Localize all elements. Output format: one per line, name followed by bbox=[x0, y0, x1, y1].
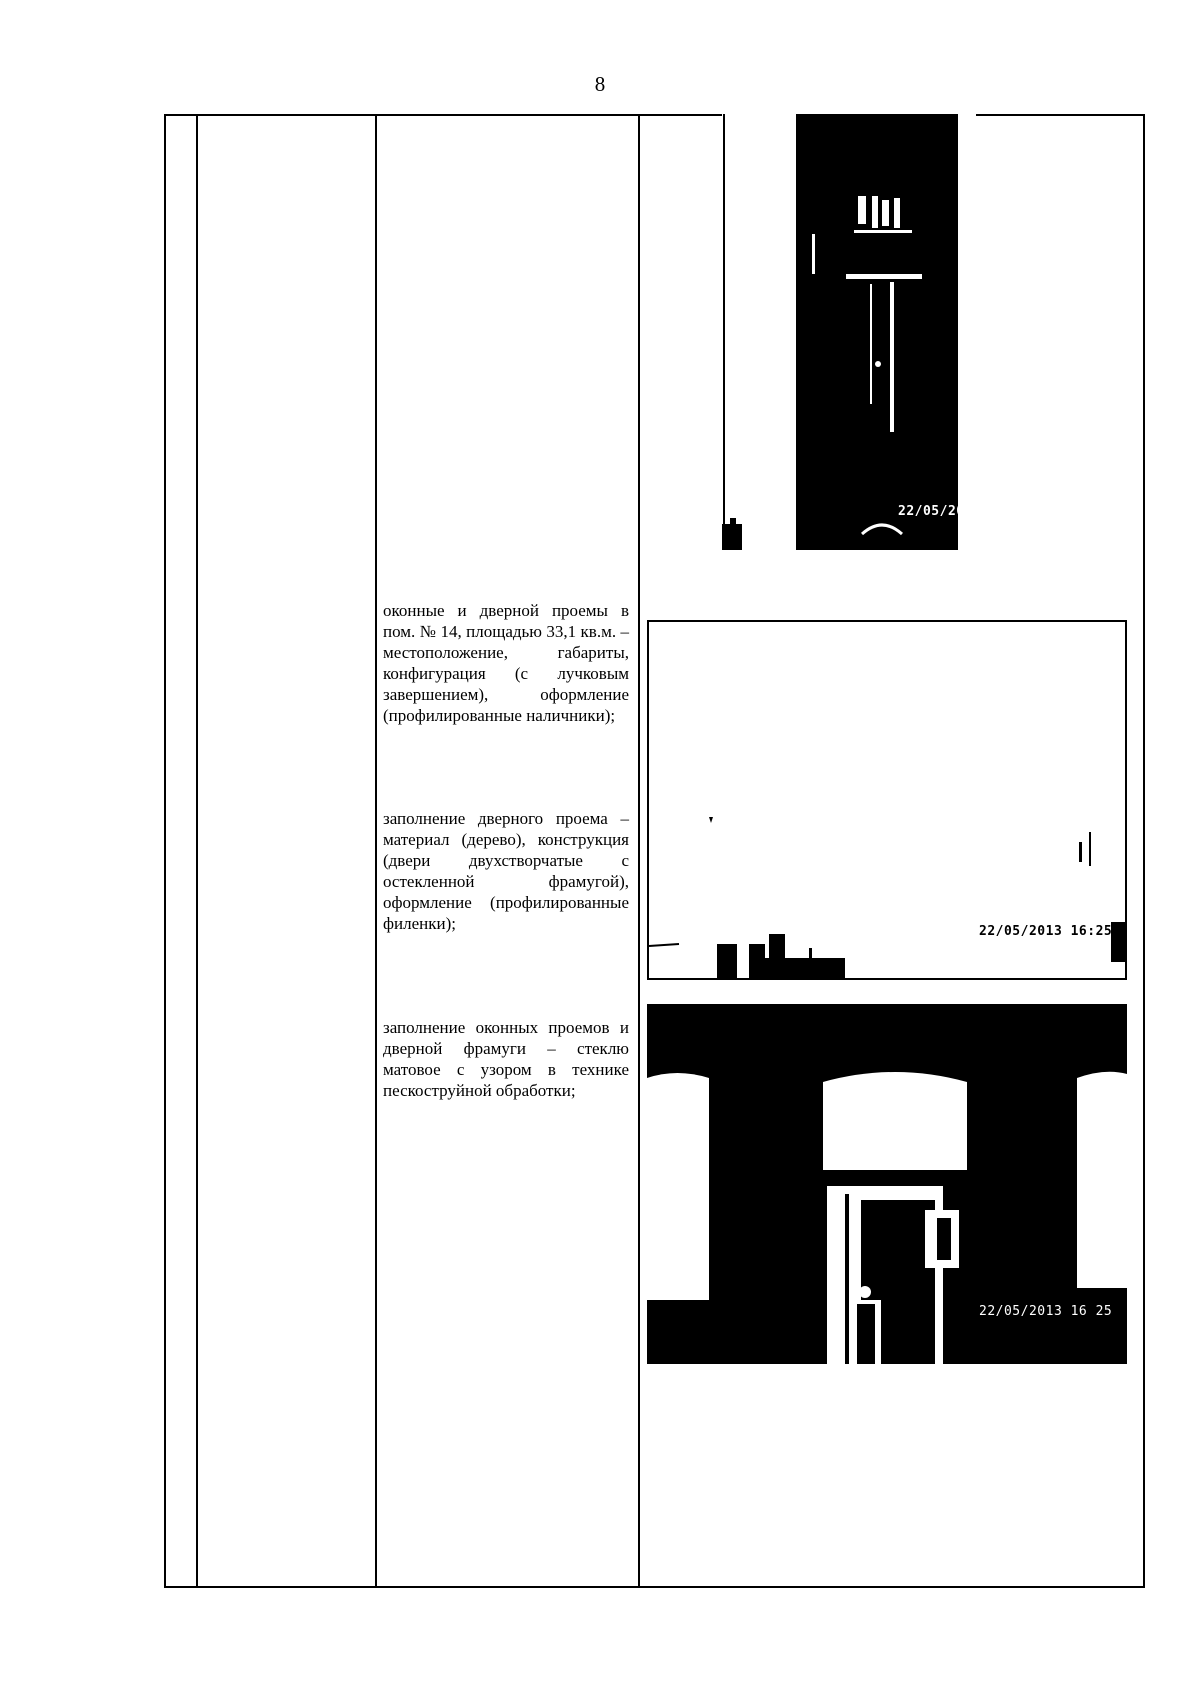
photo-timestamp: 22/05/2013 16:24 bbox=[898, 504, 1032, 519]
description-window-filling: заполнение оконных проемов и дверной фрамуги – стеклю матовое с узором в технике пескоструйной обработки; bbox=[383, 1018, 629, 1100]
description-openings: оконные и дверной проемы в пом. № 14, площадью 33,1 кв.м. – местоположение, габариты, конфигурация (с лучковым завершением), оформление (профилированные наличники); bbox=[383, 601, 629, 725]
photo-room bbox=[647, 620, 1127, 980]
photo-doorway bbox=[722, 114, 1032, 550]
photo-hall bbox=[647, 1004, 1127, 1364]
photo-timestamp: 22/05/2013 16:25 bbox=[979, 924, 1113, 939]
column-divider bbox=[375, 116, 377, 1586]
page-number: 8 bbox=[594, 72, 606, 96]
description-door-filling: заполнение дверного проема – материал (дерево), конструкция (двери двухстворчатые с остекленной фрамугой), оформление (профилированные филенки); bbox=[383, 809, 629, 933]
photo-timestamp: 22/05/2013 16 25 bbox=[979, 1304, 1113, 1319]
column-divider bbox=[196, 116, 198, 1586]
photo-doorway-image bbox=[722, 114, 976, 550]
column-divider bbox=[638, 116, 640, 1586]
